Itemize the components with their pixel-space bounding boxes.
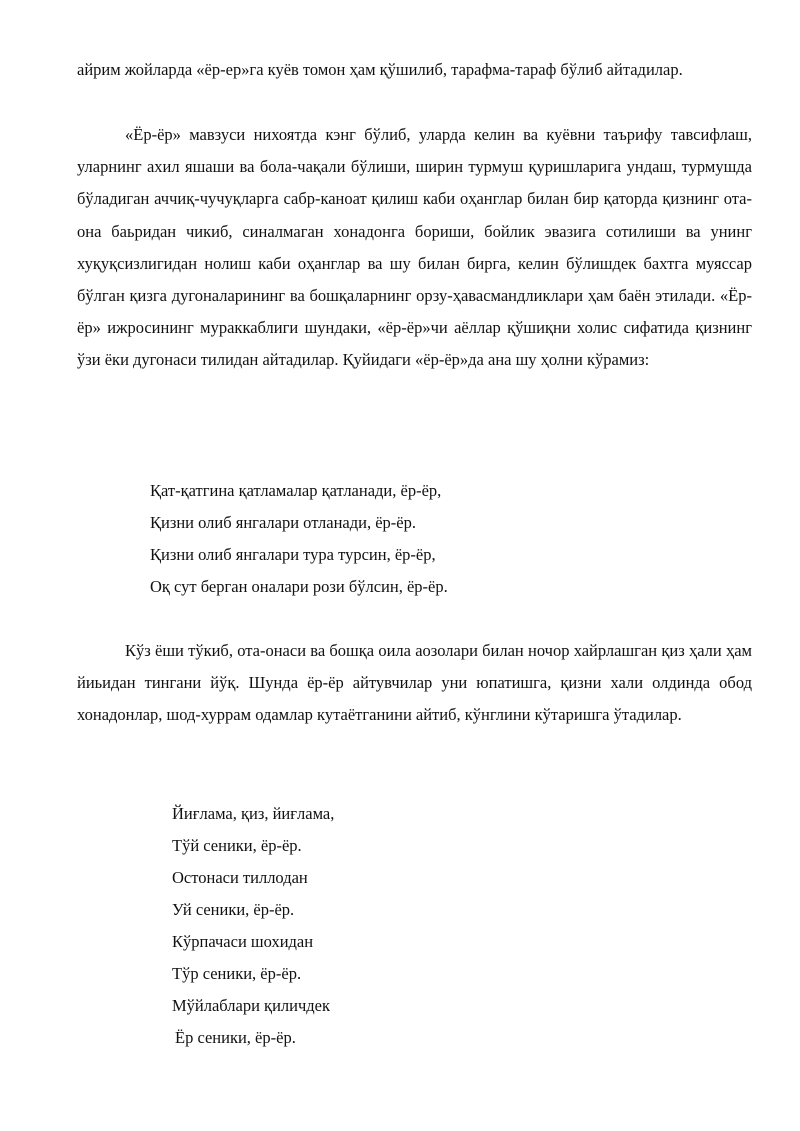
verse-line: Тўр сеники, ёр-ёр. (172, 964, 302, 983)
verse-line: Уй сеники, ёр-ёр. (172, 900, 295, 919)
verse-line: Қизни олиб янгалари тура турсин, ёр-ёр, (150, 545, 436, 564)
paragraph-3: Кўз ёши тўкиб, ота-онаси ва бошқа оила аозолари билан ночор хайрлашган қиз ҳали ҳам йиьидан тингани йўқ. Шунда ёр-ёр айтувчилар уни юпатишга, қизни хали олдинда обод хонадонлар, шод-хуррам одамлар кутаётганини айтиб, кўнглини кўтаришга ўтадилар. (77, 641, 752, 725)
verse-line: Остонаси тиллодан (172, 868, 308, 887)
paragraph-2: «Ёр-ёр» мавзуси нихоятда кэнг бўлиб, уларда келин ва куёвни таърифу тавсифлаш, уларнинг ахил яшаши ва бола-чақали бўлиши, ширин турмуш қуришларига ундаш, турмушда бўладиган аччиқ-чучуқларга сабр-каноат қилиш каби оҳанглар билан бир қаторда қизнинг ота- она баьридан чикиб, синалмаган хонадонга бориши, бойлик эвазига сотилиши ва унинг хуқуқсизлигидан нолиш каби оҳанглар ва шу билан бирга, келин бўлишдек бахтга муяссар бўлган қизга дугоналарининг ва бошқаларнинг орзу-ҳавасмандликлари ҳам баён этилади. «Ёр-ёр» ижросининг мураккаблиги шундаки, «ёр-ёр»чи аёллар қўшиқни холис сифатида қизнинг ўзи ёки дугонаси тилидан айтадилар. Қуйидаги «ёр-ёр»да ана шу ҳолни кўрамиз: (77, 125, 752, 370)
verse-line: Мўйлаблари қиличдек (172, 996, 330, 1015)
verse-line: Кўрпачаси шохидан (172, 932, 314, 951)
verse-line: Ёр сеники, ёр-ёр. (175, 1028, 296, 1047)
verse-line: Қизни олиб янгалари отланади, ёр-ёр. (150, 513, 416, 532)
verse-line: Тўй сеники, ёр-ёр. (172, 836, 302, 855)
verse-line: Оқ сут берган оналари рози бўлсин, ёр-ёр. (150, 577, 448, 596)
verse-line: Йиғлама, қиз, йиғлама, (172, 804, 335, 823)
verse-block-1 (150, 475, 448, 603)
paragraph-1: айрим жойларда «ёр-ер»га куёв томон ҳам қўшилиб, тарафма-тараф бўлиб айтадилар. (77, 60, 683, 79)
verse-line: Қат-қатгина қатламалар қатланади, ёр-ёр, (150, 481, 442, 500)
verse-block-2 (172, 798, 334, 1054)
